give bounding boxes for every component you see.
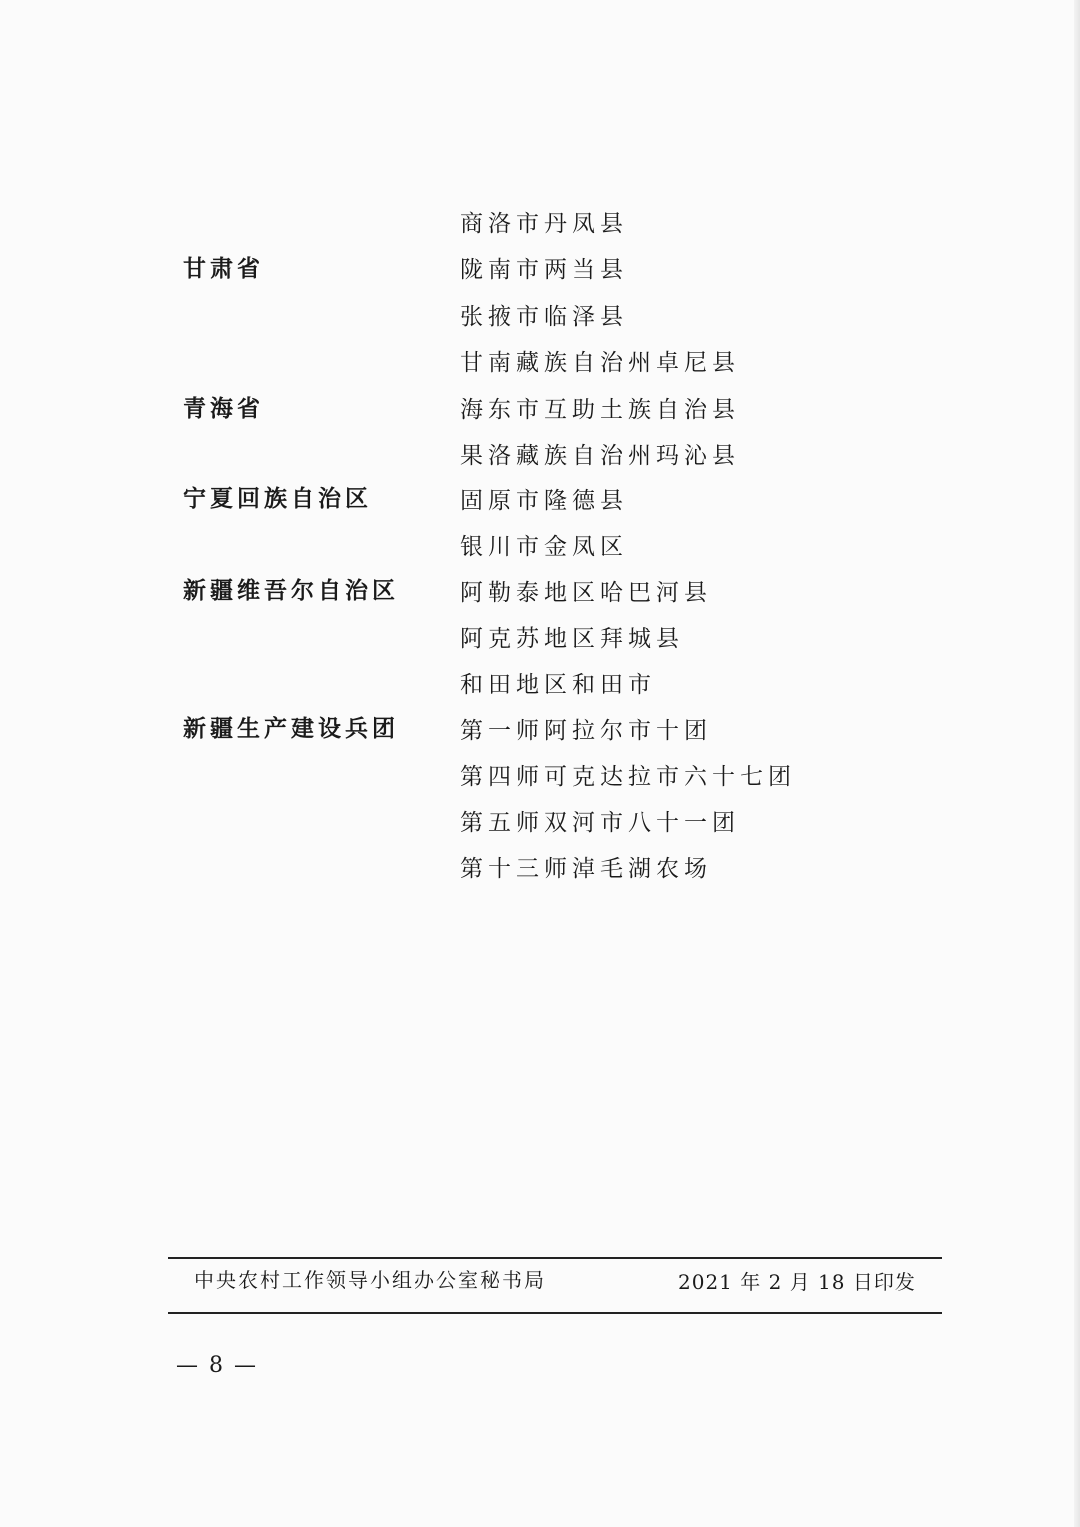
page-number: — 8 — — [176, 1353, 258, 1378]
county-item: 阿勒泰地区哈巴河县 — [460, 580, 712, 606]
county-item: 第一师阿拉尔市十团 — [460, 718, 712, 744]
county-item: 海东市互助土族自治县 — [460, 397, 740, 423]
county-item: 固原市隆德县 — [460, 488, 628, 514]
county-item: 果洛藏族自治州玛沁县 — [460, 443, 740, 469]
county-item: 银川市金凤区 — [460, 534, 628, 560]
county-item: 第四师可克达拉市六十七团 — [460, 764, 796, 790]
county-item: 第十三师淖毛湖农场 — [460, 856, 712, 882]
page-edge — [1074, 0, 1080, 1527]
province-label: 青海省 — [183, 396, 264, 422]
issue-date: 2021 年 2 月 18 日印发 — [678, 1270, 916, 1294]
county-item: 第五师双河市八十一团 — [460, 810, 740, 836]
footer-bottom-rule — [168, 1312, 942, 1314]
county-item: 陇南市两当县 — [460, 257, 628, 283]
footer-top-rule — [168, 1257, 942, 1259]
county-item: 张掖市临泽县 — [460, 304, 628, 330]
province-label: 甘肃省 — [183, 256, 264, 282]
issuer-text: 中央农村工作领导小组办公室秘书局 — [194, 1268, 546, 1292]
province-label: 新疆生产建设兵团 — [183, 716, 399, 742]
county-item: 甘南藏族自治州卓尼县 — [460, 350, 740, 376]
county-item: 和田地区和田市 — [460, 672, 656, 698]
province-label: 宁夏回族自治区 — [183, 486, 372, 512]
province-label: 新疆维吾尔自治区 — [183, 578, 399, 604]
county-item: 商洛市丹凤县 — [460, 211, 628, 237]
county-item: 阿克苏地区拜城县 — [460, 626, 684, 652]
